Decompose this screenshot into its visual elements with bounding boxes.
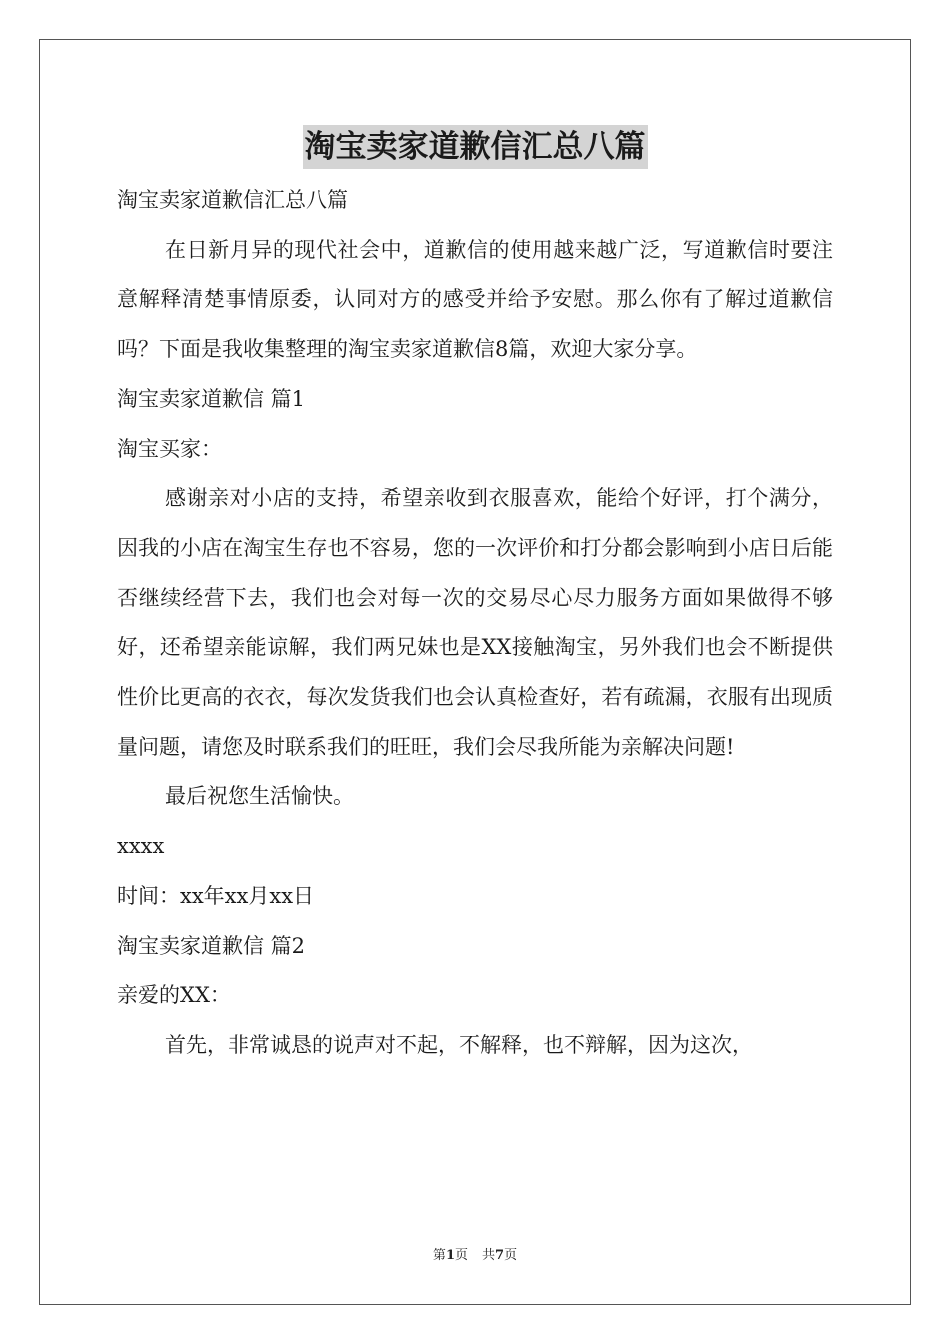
title-wrap bbox=[0, 125, 950, 169]
subtitle: 淘宝卖家道歉信汇总八篇 bbox=[117, 188, 348, 212]
total-prefix: 共 bbox=[482, 1248, 496, 1263]
page-footer bbox=[0, 1246, 950, 1266]
letter1-heading: 淘宝卖家道歉信 篇1 bbox=[117, 386, 306, 411]
letter1-body: 感谢亲对小店的支持，希望亲收到衣服喜欢，能给个好评，打个满分，因我的小店在淘宝生存也不容易，您的一次评价和打分都会影响到小店日后能否继续经营下去，我们也会对每一次的交易尽心尽力服务方面如果做得不够好，还希望亲能谅解，我们两兄妹也是XX接触淘宝，另外我们也会不断提供性价比更高的衣衣，每次发货我们也会认真检查好，若有疏漏，衣服有出现质量问题，请您及时联系我们的旺旺，我们会尽我所能为亲解决问题! bbox=[117, 486, 833, 759]
total-pages: 7 bbox=[495, 1248, 505, 1263]
document-body bbox=[117, 176, 833, 1071]
letter2-body: 首先，非常诚恳的说声对不起，不解释，也不辩解，因为这次， bbox=[165, 1032, 753, 1057]
letter2-salutation: 亲爱的XX： bbox=[117, 983, 231, 1008]
document-title: 淘宝卖家道歉信汇总八篇 bbox=[303, 125, 648, 169]
page-suffix: 页 bbox=[454, 1248, 468, 1263]
total-suffix: 页 bbox=[504, 1248, 518, 1263]
letter1-signature: xxxx bbox=[117, 834, 165, 859]
letter2-heading: 淘宝卖家道歉信 篇2 bbox=[117, 933, 306, 958]
letter1-closing: 最后祝您生活愉快。 bbox=[165, 784, 354, 809]
letter1-salutation: 淘宝买家： bbox=[117, 436, 222, 461]
intro-paragraph: 在日新月异的现代社会中，道歉信的使用越来越广泛，写道歉信时要注意解释清楚事情原委，认同对方的感受并给予安慰。那么你有了解过道歉信吗？下面是我收集整理的淘宝卖家道歉信8篇，欢迎大家分享。 bbox=[117, 237, 833, 362]
page-number: 1 bbox=[445, 1248, 455, 1263]
letter1-date: 时间：xx年xx月xx日 bbox=[117, 883, 315, 908]
page-prefix: 第 bbox=[432, 1248, 446, 1263]
